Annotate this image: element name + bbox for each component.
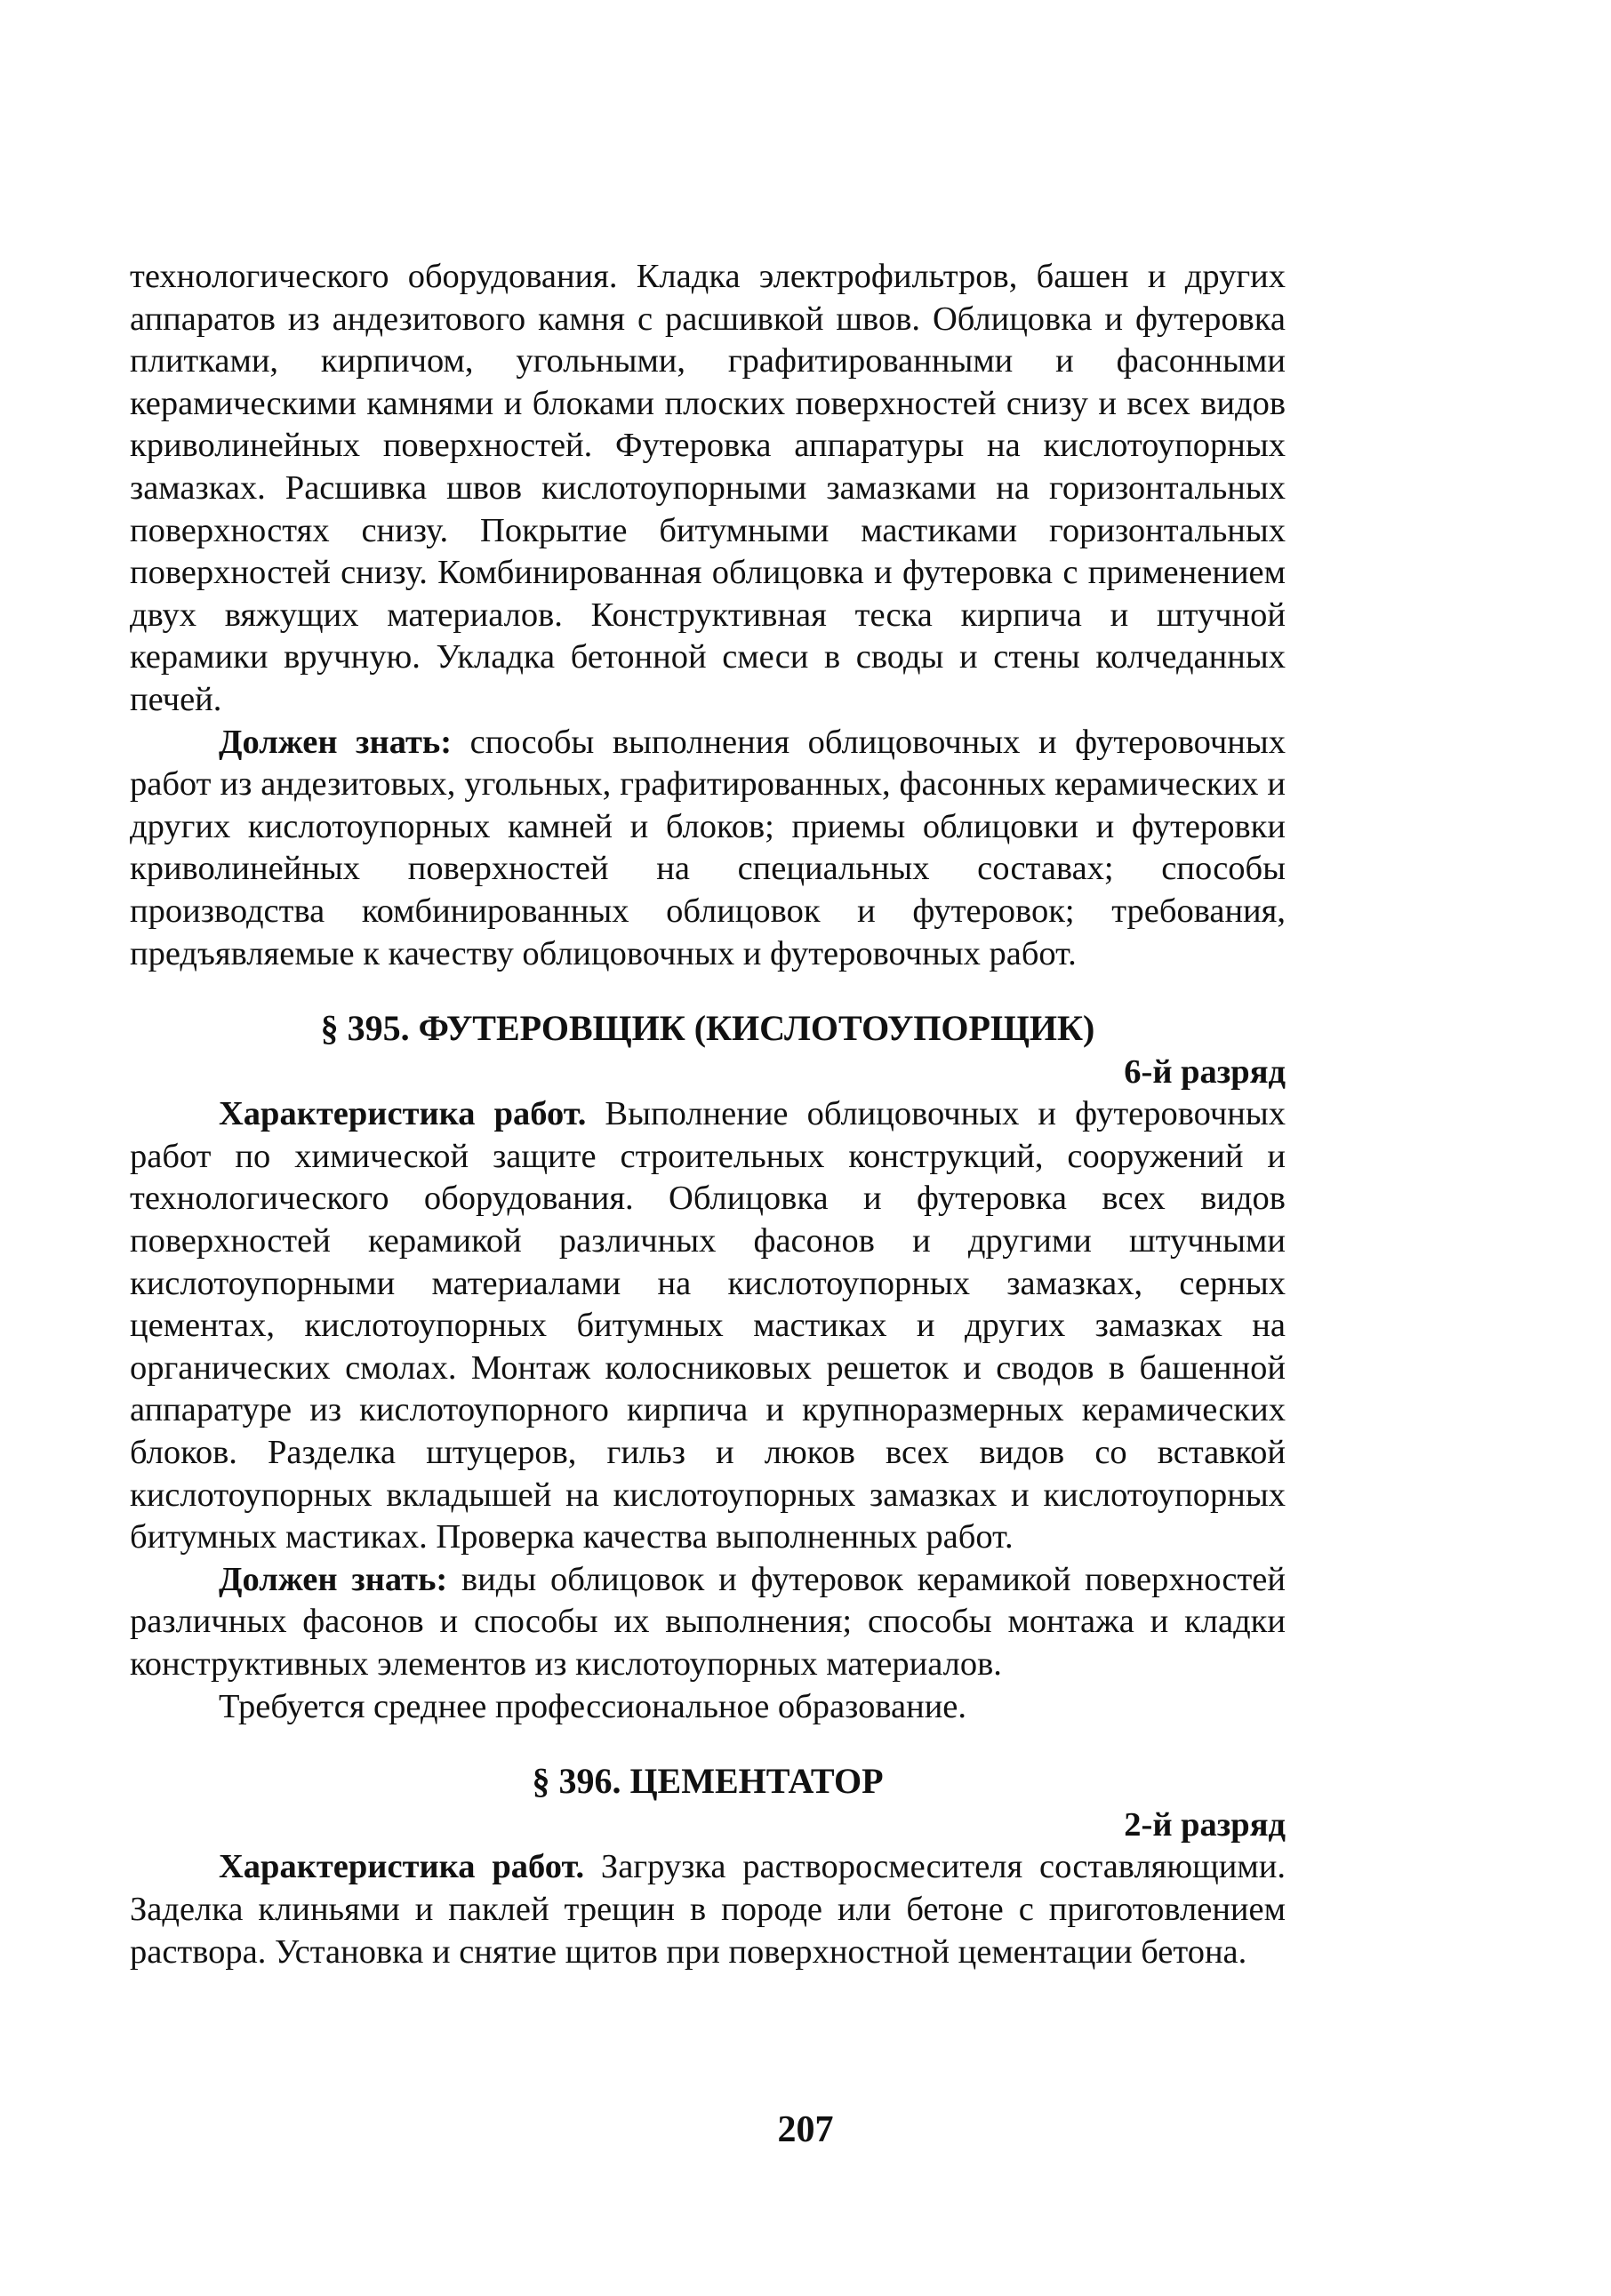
- section-395-title: § 395. ФУТЕРОВЩИК (КИСЛОТОУПОРЩИК): [320, 1008, 1095, 1049]
- section-395-characteristics-label: Характеристика работ.: [219, 1095, 587, 1133]
- page-number: 207: [777, 2109, 834, 2150]
- section-396-grade: 2-й разряд: [1124, 1805, 1286, 1844]
- intro-knowledge-label: Должен знать:: [219, 723, 453, 761]
- section-396-characteristics-text: Загрузка растворосмесителя составляющими. Заделка клиньями и паклей трещин в породе или бетоне с приготовлением раствора. Установка и снятие щитов при поверхностной цементации бетона.: [130, 1848, 1286, 1971]
- section-396-title: § 396. ЦЕМЕНТАТОР: [532, 1761, 884, 1802]
- section-395-education: Требуется среднее профессиональное образование.: [219, 1687, 967, 1725]
- section-395-grade: 6-й разряд: [1124, 1052, 1286, 1091]
- intro-knowledge-text: способы выполнения облицовочных и футеровочных работ из андезитовых, угольных, графитированных, фасонных керамических и других кислотоупорных камней и блоков; приемы облицовки и футеровки криволинейных поверхностей на специальных составах; способы производства комбинированных облицовок и футеровок; требования, предъявляемые к качеству облицовочных и футеровочных работ.: [130, 723, 1286, 972]
- section-395-characteristics-text: Выполнение облицовочных и футеровочных работ по химической защите строительных конструкций, сооружений и технологического оборудования. Облицовка и футеровка всех видов поверхностей керамикой различных фасонов и другими штучными кислотоупорными материалами на кислотоупорных замазках, серных цементах, кислотоупорных битумных мастиках и других замазках на органических смолах. Монтаж колосниковых решеток и сводов в башенной аппаратуре из кислотоупорного кирпича и крупноразмерных керамических блоков. Разделка штуцеров, гильз и люков всех видов со вставкой кислотоупорных вкладышей на кислотоупорных замазках и кислотоупорных битумных мастиках. Проверка качества выполненных работ.: [130, 1095, 1286, 1556]
- page-content: [130, 256, 1286, 1973]
- section-396-characteristics-label: Характеристика работ.: [219, 1848, 585, 1886]
- section-395-characteristics: [130, 1093, 1286, 1559]
- section-395-knowledge-label: Должен знать:: [219, 1560, 448, 1598]
- section-396-characteristics: [130, 1846, 1286, 1973]
- intro-knowledge-paragraph: [130, 722, 1286, 976]
- section-395-knowledge-text: виды облицовок и футеровок керамикой поверхностей различных фасонов и способы их выполнения; способы монтажа и кладки конструктивных элементов из кислотоупорных материалов.: [130, 1560, 1286, 1683]
- section-395-knowledge: [130, 1559, 1286, 1686]
- intro-paragraph: технологического оборудования. Кладка электрофильтров, башен и других аппаратов из андезитового камня с расшивкой швов. Облицовка и футеровка плитками, кирпичом, угольными, графитированными и фасонными керамическими камнями и блоками плоских поверхностей снизу и всех видов криволинейных поверхностей. Футеровка аппаратуры на кислотоупорных замазках. Расшивка швов кислотоупорными замазками на горизонтальных поверхностях снизу. Покрытие битумными мастиками горизонтальных поверхностей снизу. Комбинированная облицовка и футеровка с применением двух вяжущих материалов. Конструктивная теска кирпича и штучной керамики вручную. Укладка бетонной смеси в своды и стены колчеданных печей.: [130, 258, 1286, 718]
